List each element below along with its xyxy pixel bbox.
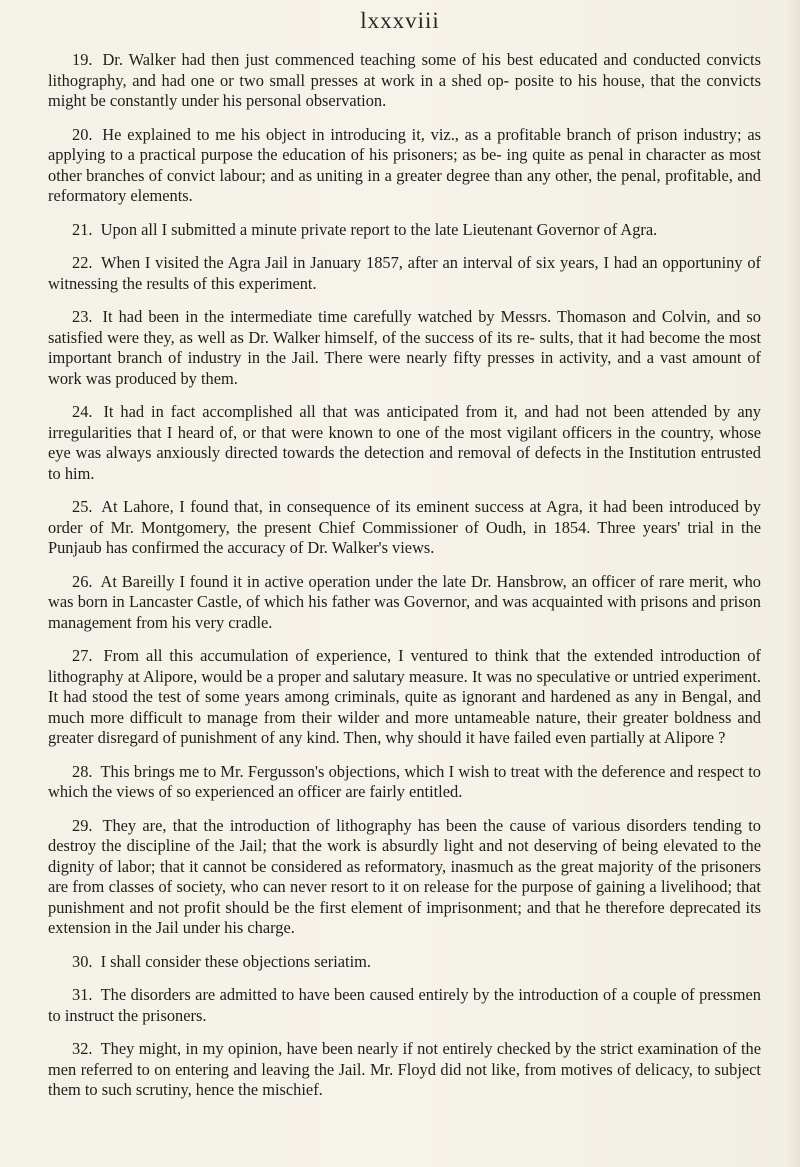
paragraph-number: 28. (72, 761, 93, 781)
paragraph-19 (48, 50, 761, 112)
paragraph-text: At Lahore, I found that, in consequence of its eminent success at Agra, it had been introduced by order of Mr. Montgomery, the present Chief Commissioner of Oudh, in 1854. Three years' trial in the Punjaub has confirmed the accuracy of Dr. Walker's views. (48, 497, 761, 557)
paragraph-number: 25. (72, 497, 93, 516)
page-edge-shadow (786, 0, 800, 1167)
paragraph-22 (48, 253, 761, 294)
paragraph-24 (48, 402, 761, 484)
paragraph-text: It had in fact accomplished all that was anticipated from it, and had not been attended by any irregularities that I heard of, or that were known to one of the most vigilant officers in the country, whose eye was always anxiously directed towards the detection and removal of defects in the Institution entrusted to him. (48, 402, 761, 483)
paragraph-text: When I visited the Agra Jail in January 1857, after an interval of six years, I had an opportuniny of witnessing the results of this experiment. (48, 253, 761, 293)
paragraph-number: 24. (72, 402, 93, 421)
paragraph-27 (48, 646, 761, 749)
paragraph-number: 31. (72, 985, 93, 1004)
paragraph-text: I shall consider these objections seriatim. (100, 951, 371, 971)
paragraph-29 (48, 816, 761, 939)
paragraph-text: He explained to me his object in introducing it, viz., as a profitable branch of prison industry; as applying to a practical purpose the education of his prisoners; as be- ing quite as penal in character as most other branches of convict labour; and as uniting in a greater degree than any other, the penal, profitable, and reformatory elements. (48, 124, 761, 205)
paragraph-text: Dr. Walker had then just commenced teaching some of his best educated and conducted convicts lithography, and had one or two small presses at work in a shed op- posite to his house, that the convicts might be constantly under his personal observation. (48, 50, 761, 110)
paragraph-number: 20. (72, 124, 93, 144)
paragraph-text: From all this accumulation of experience, I ventured to think that the extended introduction of lithography at Alipore, would be a proper and salutary measure. It was no speculative or untried experiment. It had stood the test of some years among criminals, quite as ignorant and hardened as any in Bengal, and much more difficult to manage from their wilder and more untameable nature, their greater boldness and greater disregard of punishment of any kind. Then, why should it have failed even partially at Alipore ? (48, 646, 761, 747)
paragraph-number: 30. (72, 951, 93, 971)
paragraph-text: They might, in my opinion, have been nearly if not entirely checked by the strict examination of the men referred to on entering and leaving the Jail. Mr. Floyd did not like, from motives of delicacy, to subject them to such scrutiny, hence the mischief. (48, 1039, 761, 1099)
paragraph-number: 22. (72, 253, 93, 272)
paragraph-21 (48, 220, 761, 241)
paragraph-28 (48, 762, 761, 803)
paragraph-number: 23. (72, 307, 93, 326)
paragraph-text: At Bareilly I found it in active operation under the late Dr. Hansbrow, an officer of rare merit, who was born in Lancaster Castle, of which his father was Governor, and was acquainted with prisons and prison management from his very cradle. (48, 571, 761, 632)
paragraph-number: 27. (72, 646, 93, 665)
paragraph-text: It had been in the intermediate time carefully watched by Messrs. Thomason and Colvin, and so satisfied were they, as well as Dr. Walker himself, of the success of its re- sults, that it had become the most important branch of industry in the Jail. There were nearly fifty presses in activity, and a vast amount of work was produced by them. (48, 307, 761, 388)
paragraph-text: They are, that the introduction of lithography has been the cause of various disorders tending to destroy the discipline of the Jail; that the work is absurdly light and not deserving of being elevated to the dignity of labor; that it cannot be considered as reformatory, inasmuch as the great majority of the prisoners are from classes of society, who can never resort to it on release for the purpose of gaining a livelihood; that punishment and not profit should be the first element of imprisonment; and that he therefore deprecated its extension in the Jail under his charge. (48, 815, 761, 937)
paragraph-32 (48, 1039, 761, 1101)
paragraph-number: 32. (72, 1039, 93, 1058)
paragraph-25 (48, 497, 761, 559)
paragraph-number: 29. (72, 815, 93, 835)
paragraph-31 (48, 985, 761, 1026)
paragraph-text: The disorders are admitted to have been caused entirely by the introduction of a couple of pressmen to instruct the prisoners. (48, 985, 761, 1025)
paragraph-text: Upon all I submitted a minute private report to the late Lieutenant Governor of Agra. (100, 219, 658, 239)
paragraph-20 (48, 125, 761, 207)
body-text (48, 50, 761, 1114)
paragraph-26 (48, 572, 761, 634)
paragraph-number: 26. (72, 571, 93, 591)
paragraph-30 (48, 952, 761, 973)
paragraph-number: 21. (72, 219, 93, 239)
page-number: lxxxviii (360, 8, 440, 33)
paragraph-text: This brings me to Mr. Fergusson's objections, which I wish to treat with the deference and respect to which the views of so experienced an officer are fairly entitled. (48, 761, 761, 801)
paragraph-number: 19. (72, 50, 93, 69)
paragraph-23 (48, 307, 761, 389)
